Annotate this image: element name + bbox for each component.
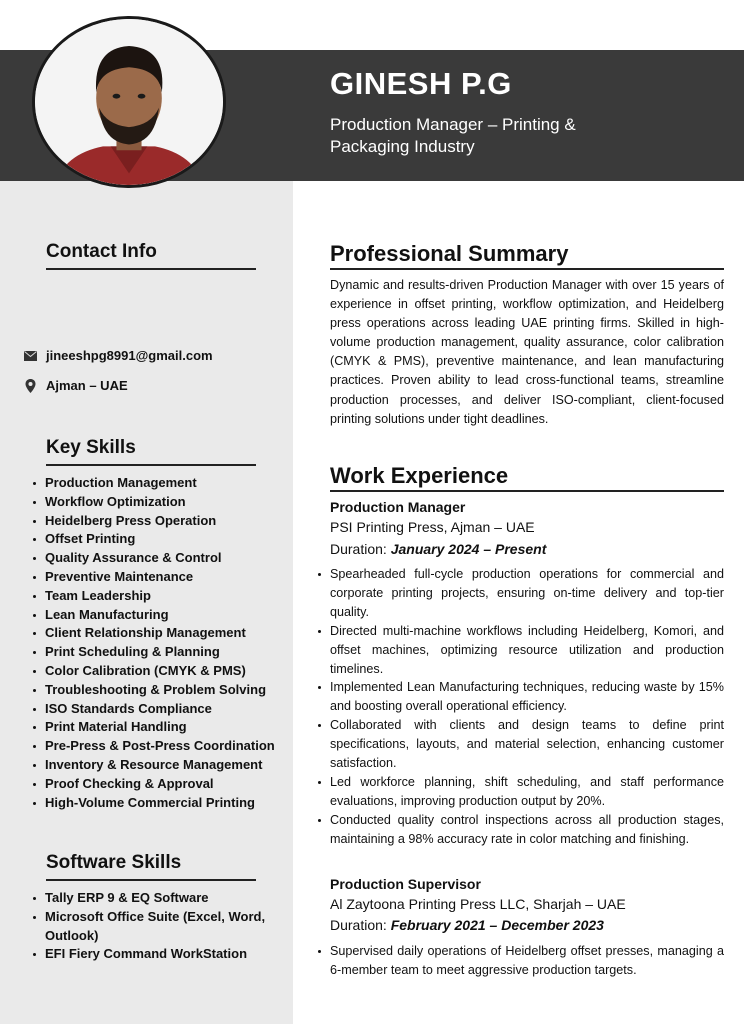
job-2-title: Production Supervisor [330,876,481,892]
key-skill-item: Offset Printing [33,530,288,549]
key-skill-item: Quality Assurance & Control [33,549,288,568]
job-1-duration [330,541,546,557]
key-skill-item: Lean Manufacturing [33,606,288,625]
software-skills-divider [46,879,256,881]
key-skill-item: Color Calibration (CMYK & PMS) [33,662,288,681]
job-1-bullet: Led workforce planning, shift scheduling, and staff performance evaluations, improving production output by 20%. [316,773,724,811]
key-skill-item: Production Management [33,474,288,493]
job-2-duration [330,917,604,933]
job-title-line-2: Packaging Industry [330,137,475,156]
contact-location-row [20,378,128,393]
key-skill-item: Pre-Press & Post-Press Coordination [33,737,288,756]
candidate-name: GINESH P.G [330,66,512,101]
software-skill-item: Microsoft Office Suite (Excel, Word, Outlook) [33,908,288,946]
key-skills-heading: Key Skills [46,437,136,458]
job-1-bullets [316,565,724,849]
key-skill-item: Inventory & Resource Management [33,756,288,775]
key-skill-item: Workflow Optimization [33,493,288,512]
job-1-bullet: Directed multi-machine workflows including Heidelberg, Komori, and offset machines, optimizing resource utilization and production timelines. [316,622,724,679]
key-skill-item: Print Material Handling [33,718,288,737]
job-1-duration-label: Duration: [330,541,391,557]
location-pin-icon [20,379,40,393]
key-skill-item: Preventive Maintenance [33,568,288,587]
key-skill-item: ISO Standards Compliance [33,700,288,719]
job-1-bullet: Implemented Lean Manufacturing techniques, reducing waste by 15% and boosting overall operational efficiency. [316,678,724,716]
job-2-bullets [316,942,724,980]
job-1-duration-value: January 2024 – Present [390,541,547,557]
software-skills-list [33,889,288,964]
software-skill-item: Tally ERP 9 & EQ Software [33,889,288,908]
contact-heading: Contact Info [46,241,157,262]
key-skills-divider [46,464,256,466]
key-skill-item: Client Relationship Management [33,624,288,643]
software-skills-heading: Software Skills [46,852,182,873]
job-2-duration-value: February 2021 – December 2023 [390,917,604,933]
key-skill-item: Troubleshooting & Problem Solving [33,681,288,700]
key-skill-item: Proof Checking & Approval [33,775,288,794]
job-2-duration-label: Duration: [330,917,391,933]
job-1-bullet: Collaborated with clients and design teams to define print specifications, layouts, and material selection, enhancing customer satisfaction. [316,716,724,773]
software-skill-item: EFI Fiery Command WorkStation [33,945,288,964]
profile-photo [32,16,226,188]
experience-divider [330,490,724,492]
contact-divider [46,268,256,270]
job-1-bullet: Spearheaded full-cycle production operations for commercial and corporate printing projects, ensuring on-time delivery and top-tier quality. [316,565,724,622]
experience-heading: Work Experience [330,463,509,488]
contact-email-row [20,348,213,363]
summary-divider [330,268,724,270]
key-skills-list [33,474,288,812]
job-title-line-1: Production Manager – Printing & [330,115,576,134]
key-skill-item: Heidelberg Press Operation [33,512,288,531]
job-1-bullet: Conducted quality control inspections across all production stages, maintaining a 98% accuracy rate in color matching and finishing. [316,811,724,849]
key-skill-item: Team Leadership [33,587,288,606]
job-2-company: Al Zaytoona Printing Press LLC, Sharjah – UAE [330,896,626,912]
job-2-bullet: Supervised daily operations of Heidelberg offset presses, managing a 6-member team to meet aggressive production targets. [316,942,724,980]
summary-text: Dynamic and results-driven Production Manager with over 15 years of experience in offset printing, workflow optimization, and Heidelberg press operations across leading UAE printing firms. Skilled in high-volume production management, quality assurance, color calibration (CMYK & PMS), preventive maintenance, and lean manufacturing practices. Proven ability to lead cross-functional teams, streamline production processes, and deliver ISO-compliant, client-focused printing solutions under tight deadlines. [330,278,724,426]
key-skill-item: High-Volume Commercial Printing [33,794,288,813]
job-1-company: PSI Printing Press, Ajman – UAE [330,519,535,535]
envelope-icon [20,349,40,363]
email-text[interactable]: jineeshpg8991@gmail.com [46,348,213,363]
key-skill-item: Print Scheduling & Planning [33,643,288,662]
job-1-title: Production Manager [330,499,466,515]
location-text: Ajman – UAE [46,378,128,393]
summary-heading: Professional Summary [330,241,569,266]
